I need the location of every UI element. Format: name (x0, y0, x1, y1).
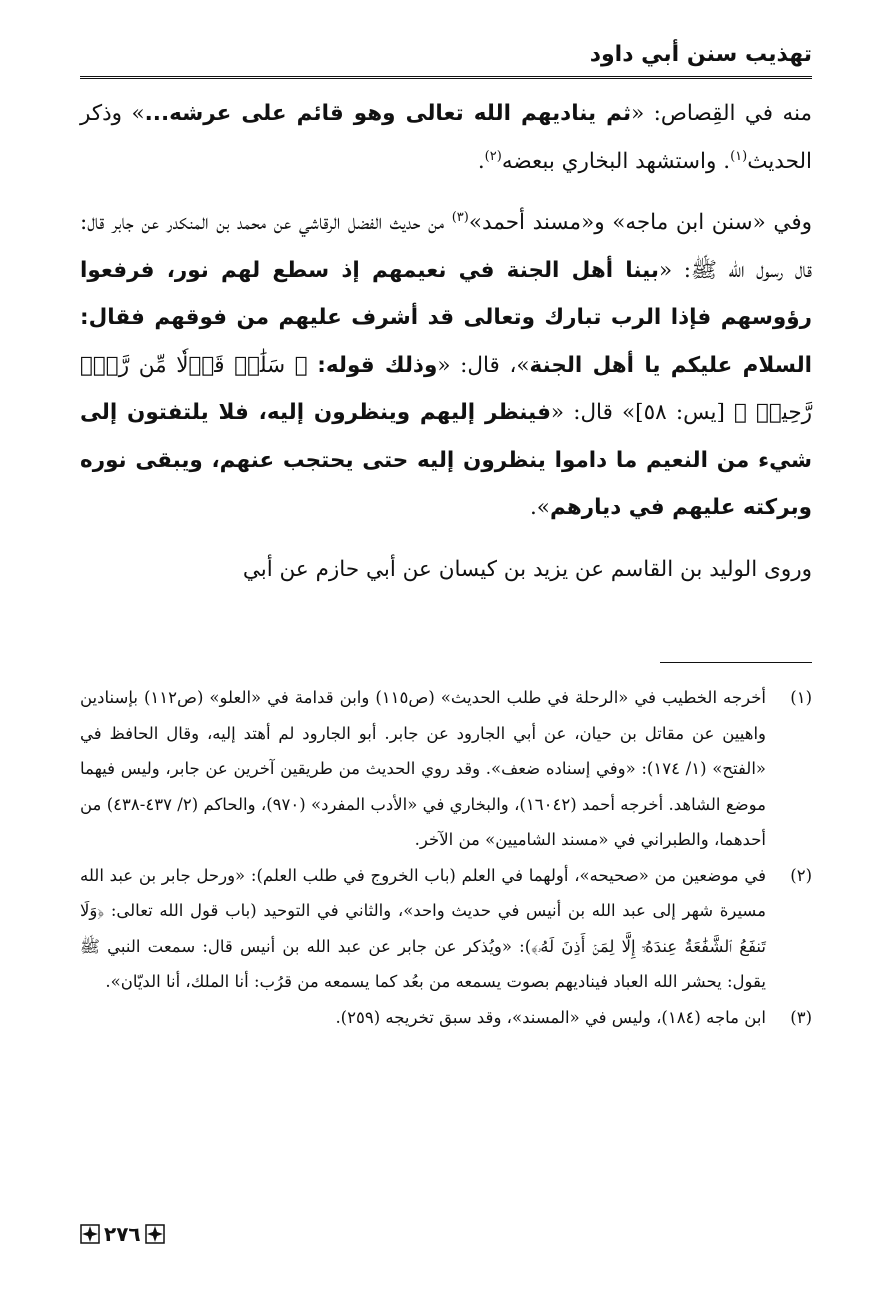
footnote-text: أخرجه الخطيب في «الرحلة في طلب الحديث» (ص١١٥) وابن قدامة في «العلو» (ص١١٢) بإسنادين واهيين عن مقاتل بن حيان، عن أبي الجارود عن جابر. أبو الجارود لم أهتد إليه، وقال الحافظ في «الفتح» (١/ ١٧٤): «وفي إسناده ضعف». وقد روي الحديث من طريقين آخرين عن جابر، وليس فيهما موضع الشاهد. أخرجه أحمد (١٦٠٤٢)، والبخاري في «الأدب المفرد» (٩٧٠)، والحاكم (٢/ ٤٣٧-٤٣٨) من أحدهما، والطبراني في «مسند الشاميين» من الآخر. (80, 688, 766, 849)
star-ornament-icon (145, 1224, 165, 1244)
hadith-quote-bold: بينا أهل الجنة في نعيمهم إذ سطع لهم نور، فرفعوا رؤوسهم فإذا الرب تبارك وتعالى قد أشرف عليهم من فوقهم فقال: السلام عليكم يا أهل الجنة (80, 257, 813, 378)
footnote-number: (٢) (790, 865, 812, 885)
footnote-3 (80, 1000, 812, 1036)
running-header-title: تهذيب سنن أبي داود (589, 42, 812, 67)
text-run: »، قال: « (437, 352, 530, 378)
text-run: وفي «سنن ابن ماجه» و«مسند أحمد» (468, 210, 812, 235)
hadith-quote-bold: وذلك قوله: (317, 352, 438, 378)
text-run: . واستشهد البخاري ببعضه (501, 148, 731, 174)
star-ornament-icon (80, 1224, 100, 1244)
page-number (80, 1222, 165, 1246)
text-run: منه في القِصاص: « (631, 101, 813, 126)
text-run: . (477, 148, 485, 174)
footnote-number: (٣) (790, 1007, 812, 1027)
footnote-text: ابن ماجه (١٨٤)، وليس في «المسند»، وقد سبق تخريجه (٢٥٩). (335, 1007, 766, 1027)
footnote-separator (660, 662, 812, 663)
text-run: ». (529, 495, 550, 520)
page-number-text: ٢٧٦ (104, 1222, 141, 1246)
text-run: » وذكر الحديث (80, 101, 812, 174)
main-text (80, 90, 812, 593)
paragraph-3: وروى الوليد بن القاسم عن يزيد بن كيسان عن أبي حازم عن أبي (242, 556, 812, 582)
header-double-rule (80, 76, 812, 79)
footnote-ref-2[interactable]: (٢) (484, 148, 502, 164)
hadith-quote-bold: فينظر إليهم وينظرون إليه، فلا يلتفتون إلى شيء من النعيم ما داموا ينظرون إليه حتى يحتجب عنهم، ويبقى نوره وبركته عليهم في ديارهم (80, 400, 812, 520)
footnote-ref-1[interactable]: (١) (730, 148, 748, 164)
paragraph-2 (80, 199, 812, 532)
footnote-2 (80, 858, 812, 1000)
hadith-quote-bold: ثم يناديهم الله تعالى وهو قائم على عرشه... (144, 101, 632, 126)
footnote-text: في موضعين من «صحيحه»، أولهما في العلم (باب الخروج في طلب العلم): «ورحل جابر بن عبد الله مسيرة شهر إلى عبد الله بن أنيس في حديث واحد»، والثاني في التوحيد (باب قول الله تعالى: ﴿وَلَا تَنفَعُ ٱلشَّفَٰعَةُ عِندَهُۥٓ إِلَّا لِمَنۡ أَذِنَ لَهُۥ﴾): «ويُذكر عن جابر عن عبد الله بن أنيس قال: سمعت النبي ﷺ يقول: يحشر الله العباد فيناديهم بصوت يسمعه من بعُد كما يسمعه من قرُب: أنا الملك، أنا الديّان». (80, 865, 766, 991)
footnotes (80, 680, 812, 1035)
text-run: [يس: ٥٨]» قال: « (550, 400, 725, 425)
footnote-1 (80, 680, 812, 858)
footnote-ref-3[interactable]: (٣) (451, 209, 469, 225)
paragraph-1 (80, 90, 812, 185)
footnote-number: (١) (790, 688, 812, 707)
quran-verse: ﴿ سَلَٰمٞ قَوۡلٗا مِّن رَّبّٖ رَّحِيمٖ ﴾ (80, 352, 812, 425)
text-run: من حديث الفضل الرقاشي عن محمد بن المنكدر عن جابر قال: قال رسول الله ﷺ: « (80, 210, 813, 283)
